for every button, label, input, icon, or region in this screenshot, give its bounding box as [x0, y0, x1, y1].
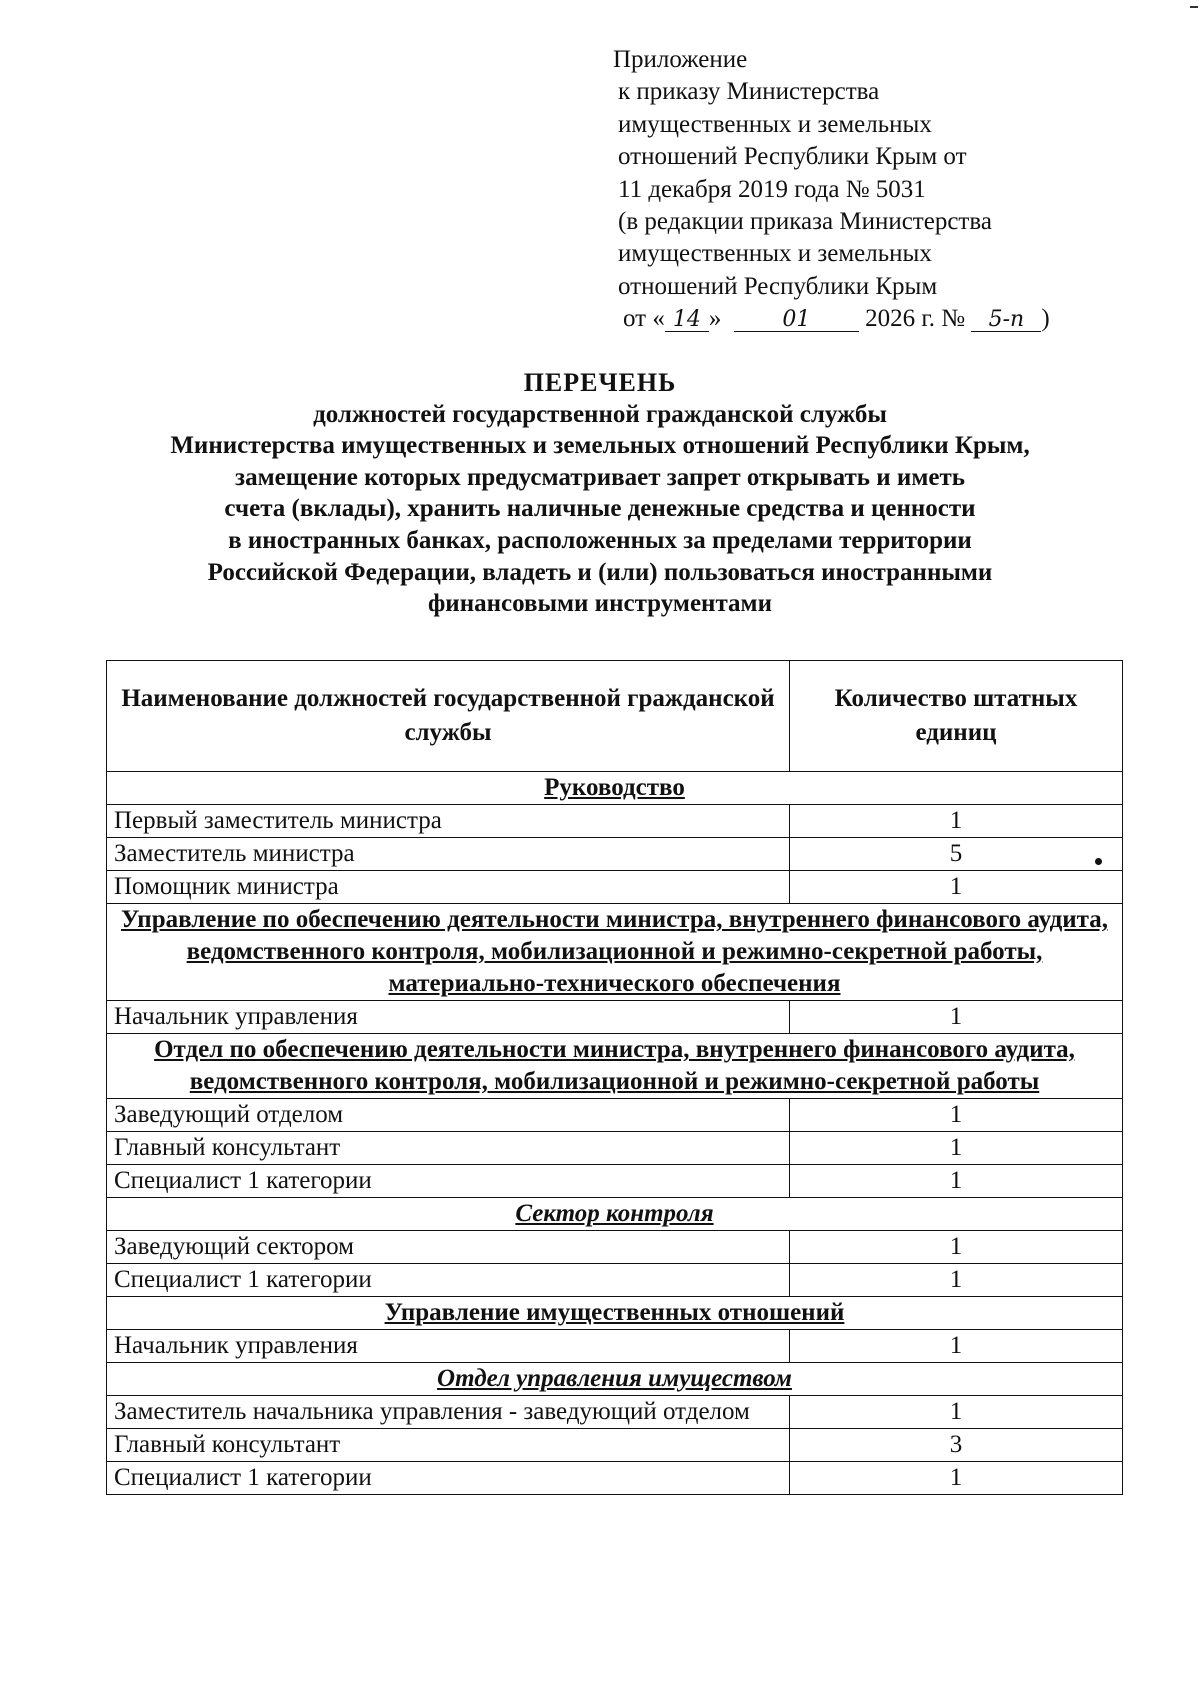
position-name: Заместитель министра	[107, 838, 790, 871]
title-heading: ПЕРЕЧЕНЬ	[523, 368, 677, 397]
appendix-line: Приложение	[613, 46, 748, 73]
position-qty: 3	[790, 1429, 1123, 1462]
section-title: Управление имущественных отношений	[384, 1299, 845, 1326]
table-row	[107, 1396, 1123, 1429]
table-row	[107, 805, 1123, 838]
section-row	[107, 772, 1123, 805]
position-name: Заведующий сектором	[107, 1231, 790, 1264]
position-qty: 1	[790, 1099, 1123, 1132]
position-name: Специалист 1 категории	[107, 1264, 790, 1297]
position-qty: 1	[790, 1396, 1123, 1429]
section-row	[107, 1297, 1123, 1330]
position-qty: 1	[790, 1264, 1123, 1297]
order-month: 01	[734, 309, 859, 332]
section-row	[107, 1363, 1123, 1396]
header-name: Наименование должностей государственной гражданской службы	[107, 661, 790, 772]
position-name: Начальник управления	[107, 1001, 790, 1034]
appendix-line: имущественных и земельных	[618, 240, 932, 268]
appendix-line: 11 декабря 2019 года № 5031	[618, 175, 926, 203]
table-row	[107, 1264, 1123, 1297]
position-qty: 1	[790, 1231, 1123, 1264]
appendix-line: (в редакции приказа Министерства	[618, 208, 992, 236]
table-row	[107, 1462, 1123, 1495]
position-name: Первый заместитель министра	[107, 805, 790, 838]
table-body	[107, 772, 1123, 1495]
section-cell	[107, 1363, 1123, 1396]
table-row	[107, 1001, 1123, 1034]
quote-close: »	[708, 305, 722, 333]
title-line: финансовыми инструментами	[428, 590, 772, 618]
section-row	[107, 904, 1123, 1001]
appendix-line: имущественных и земельных	[618, 110, 932, 138]
position-name: Заведующий отделом	[107, 1099, 790, 1132]
position-qty: 1	[790, 1462, 1123, 1495]
header-qty: Количество штатных единиц	[790, 661, 1123, 772]
position-qty: 1	[790, 805, 1123, 838]
position-name: Помощник министра	[107, 871, 790, 904]
position-qty: 1	[790, 871, 1123, 904]
position-name: Специалист 1 категории	[107, 1462, 790, 1495]
table-row	[107, 838, 1123, 871]
section-cell	[107, 772, 1123, 805]
scan-dot	[1095, 858, 1102, 865]
title-line: Министерства имущественных и земельных отношений Республики Крым,	[170, 432, 1030, 460]
positions-table	[106, 660, 1123, 1495]
section-title: Сектор контроля	[515, 1200, 714, 1227]
section-title: Отдел по обеспечению деятельности министра, внутреннего финансового аудита, ведомственного контроля, мобилизационной и режимно-секретной работы	[154, 1036, 1075, 1095]
title-line: в иностранных банках, расположенных за пределами территории	[228, 526, 972, 554]
order-day: 14	[665, 309, 709, 332]
date-prefix: от «	[623, 305, 665, 333]
order-date-line	[613, 303, 1133, 335]
section-cell	[107, 1034, 1123, 1099]
section-title: Управление по обеспечению деятельности министра, внутреннего финансового аудита, ведомственного контроля, мобилизационной и режимно-секретной работы, материально-технического обеспечения	[121, 906, 1108, 997]
title-line: счета (вклады), хранить наличные денежные средства и ценности	[224, 495, 976, 523]
paren-close: )	[1041, 305, 1050, 333]
appendix-line: отношений Республики Крым	[618, 272, 938, 300]
title-line: Российской Федерации, владеть и (или) пользоваться иностранными	[207, 558, 993, 586]
section-cell	[107, 904, 1123, 1001]
appendix-line: к приказу Министерства	[618, 78, 880, 106]
year-text: 2026 г. №	[865, 305, 966, 333]
position-qty: 1	[790, 1165, 1123, 1198]
table-row	[107, 1330, 1123, 1363]
position-name: Специалист 1 категории	[107, 1165, 790, 1198]
position-qty: 1	[790, 1001, 1123, 1034]
table-row	[107, 1165, 1123, 1198]
document-title	[60, 367, 1140, 620]
table-row	[107, 1429, 1123, 1462]
position-name: Главный консультант	[107, 1132, 790, 1165]
table-row	[107, 1231, 1123, 1264]
table-header-row	[107, 661, 1123, 772]
section-row	[107, 1198, 1123, 1231]
appendix-block	[613, 44, 1133, 336]
order-number: 5-п	[971, 309, 1041, 332]
table-row	[107, 871, 1123, 904]
section-title: Отдел управления имуществом	[437, 1365, 792, 1392]
section-title: Руководство	[544, 774, 685, 801]
position-qty: 5	[790, 838, 1123, 871]
position-qty: 1	[790, 1330, 1123, 1363]
section-cell	[107, 1198, 1123, 1231]
section-cell	[107, 1297, 1123, 1330]
table-row	[107, 1099, 1123, 1132]
appendix-line: отношений Республики Крым от	[618, 143, 967, 171]
title-line: замещение которых предусматривает запрет открывать и иметь	[235, 463, 965, 491]
table-row	[107, 1132, 1123, 1165]
section-row	[107, 1034, 1123, 1099]
position-name: Начальник управления	[107, 1330, 790, 1363]
scan-mark	[1190, 6, 1198, 8]
position-qty: 1	[790, 1132, 1123, 1165]
title-line: должностей государственной гражданской службы	[313, 400, 887, 428]
position-name: Главный консультант	[107, 1429, 790, 1462]
position-name: Заместитель начальника управления - заведующий отделом	[107, 1396, 790, 1429]
